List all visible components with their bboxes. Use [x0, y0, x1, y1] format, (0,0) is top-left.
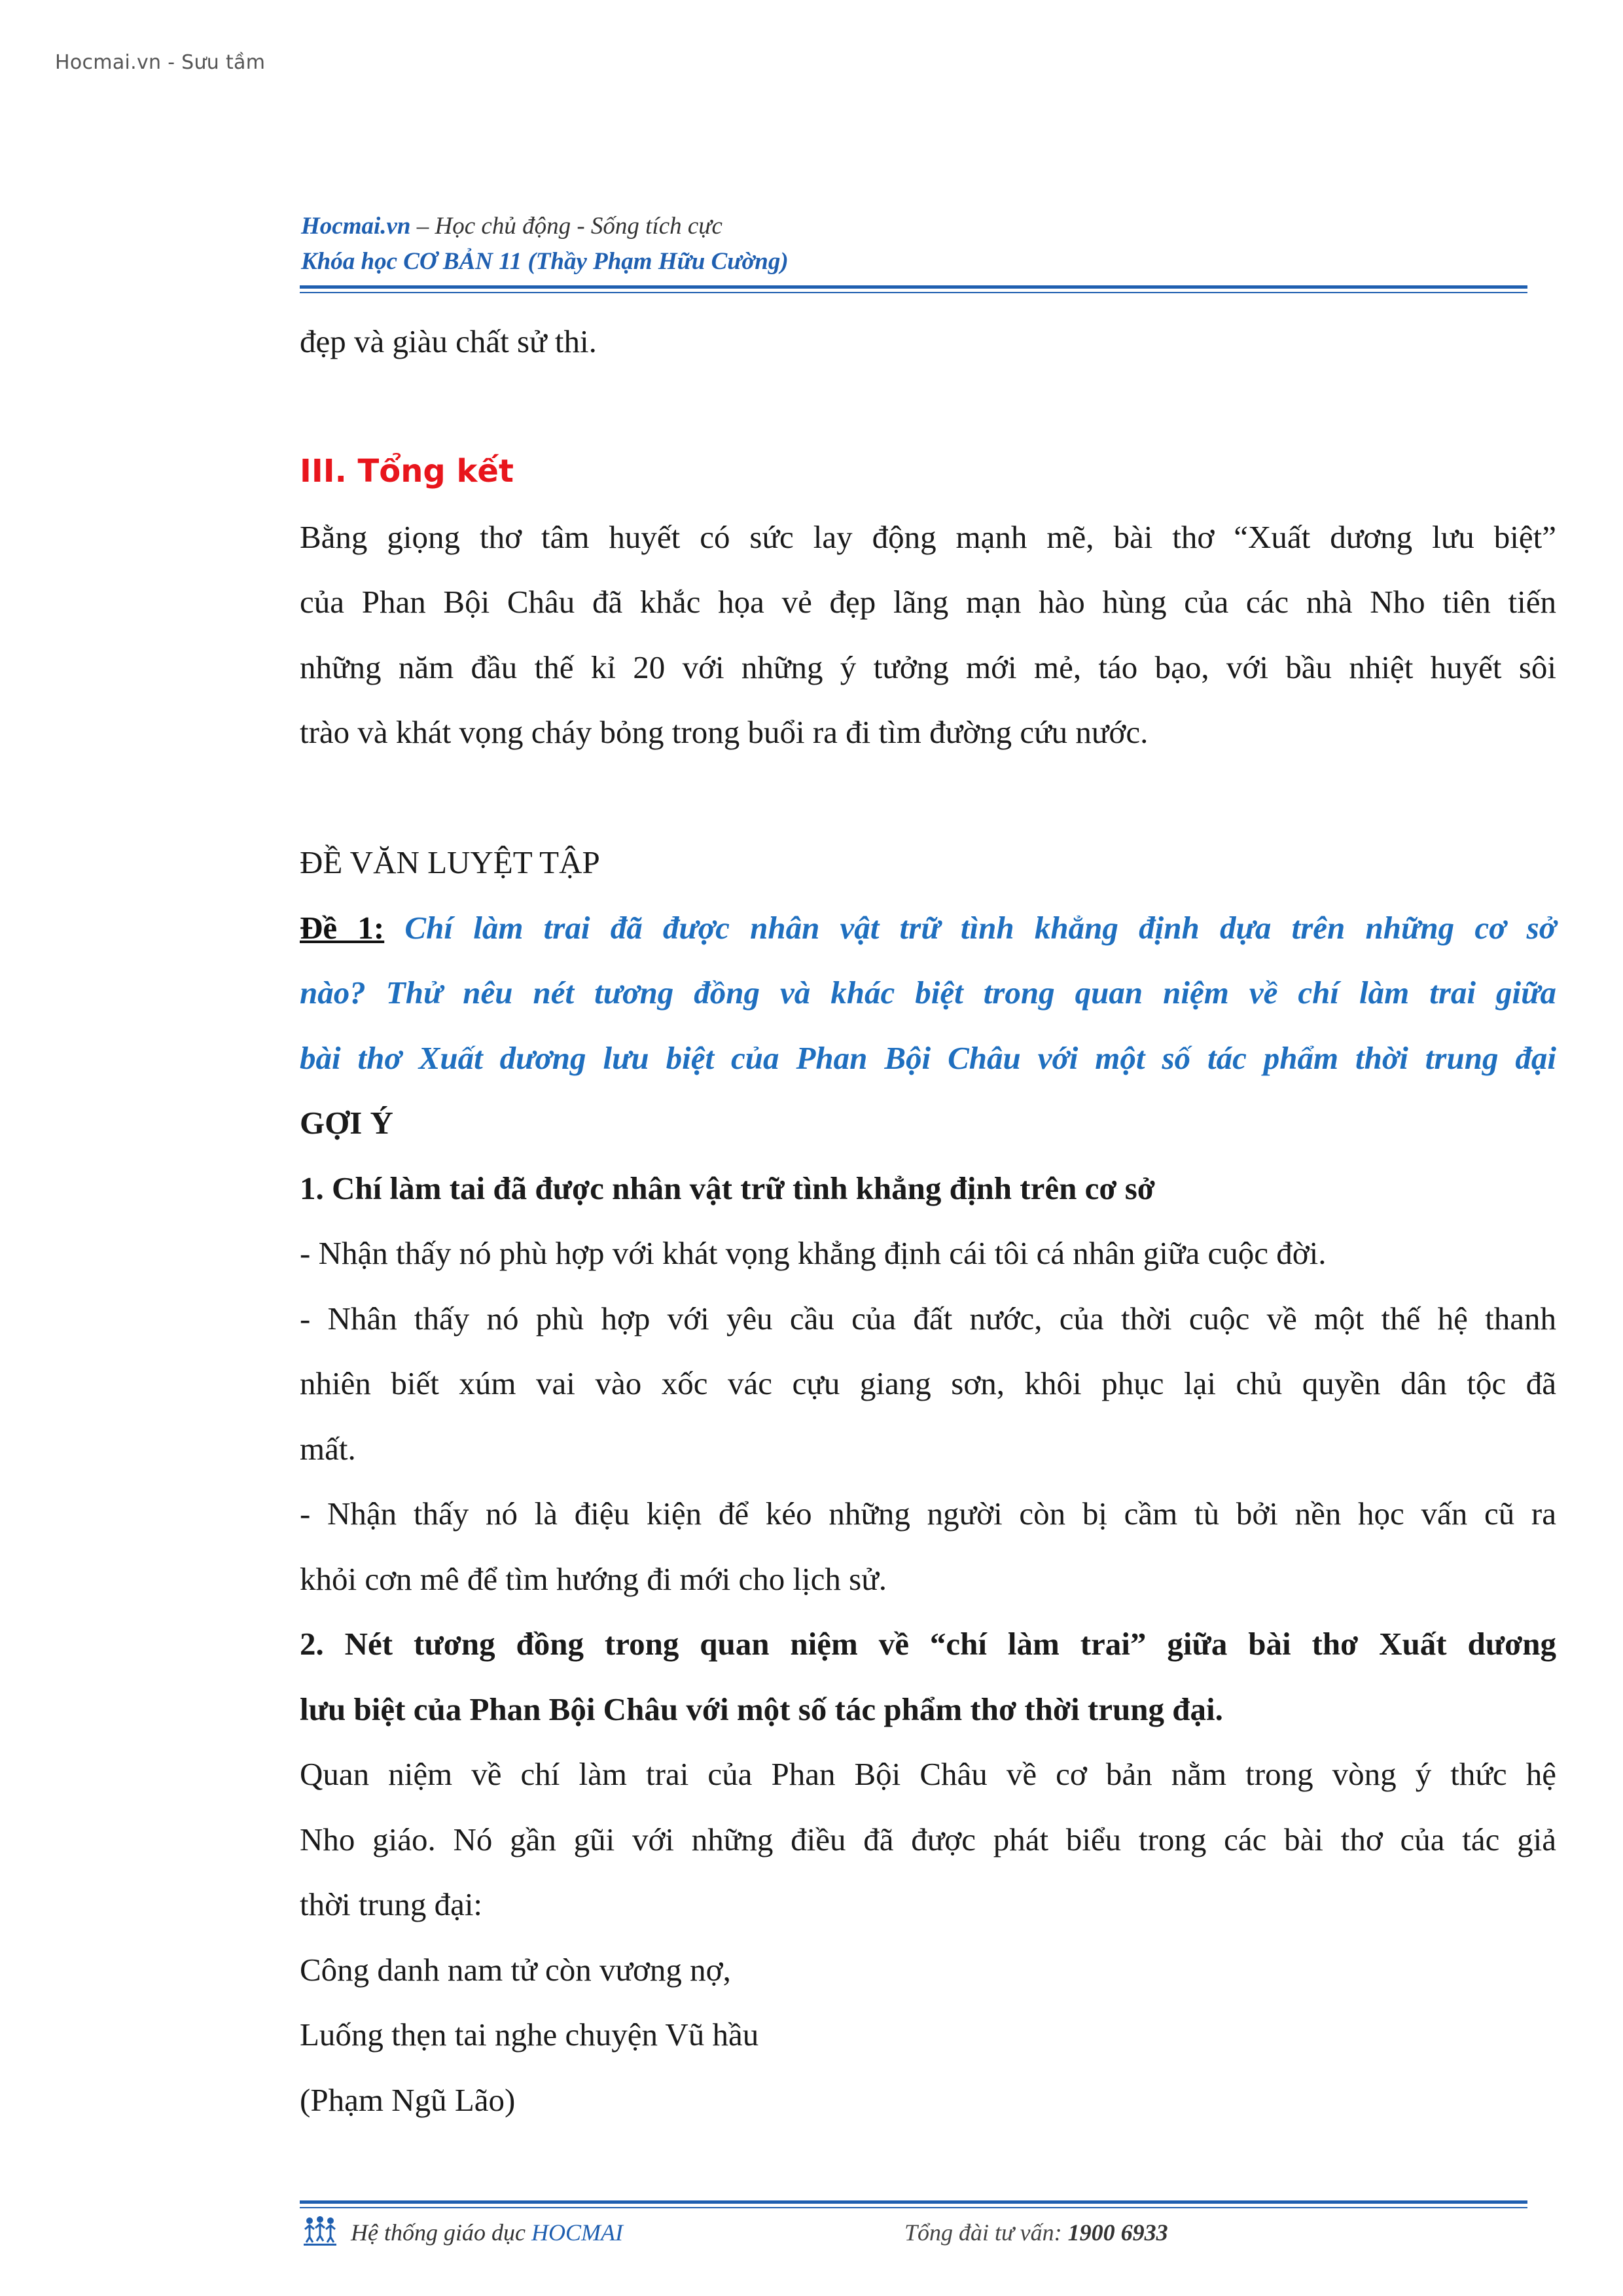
goi-y-heading: GỢI Ý: [300, 1105, 393, 1141]
point1-line-1: - Nhận thấy nó phù hợp với khát vọng khẳng định cái tôi cá nhân giữa cuộc đời.: [300, 1235, 1327, 1271]
footer-right: [904, 2219, 1168, 2246]
summary-line-2: của Phan Bội Châu đã khắc họa vẻ đẹp lãng mạn hào hùng của các nhà Nho tiên tiến: [300, 584, 1556, 620]
point1-line-5: - Nhận thấy nó là điệu kiện để kéo những người còn bị cầm tù bởi nền học vấn cũ ra: [300, 1496, 1556, 1532]
point2-line-3: thời trung đại:: [300, 1886, 483, 1922]
point1-title: 1. Chí làm tai đã được nhân vật trữ tình khẳng định trên cơ sở: [300, 1170, 1155, 1206]
summary-line-3: những năm đầu thế kỉ 20 với những ý tưởng mới mẻ, táo bạo, với bầu nhiệt huyết sôi: [300, 649, 1556, 685]
footer-rule-thin: [300, 2207, 1527, 2208]
de-line-2: nào? Thử nêu nét tương đồng và khác biệt trong quan niệm về chí làm trai giữa: [300, 975, 1556, 1011]
footer-org: HOCMAI: [531, 2219, 623, 2246]
footer-left-text: Hệ thống giáo dục: [351, 2219, 531, 2246]
point1-line-4: mất.: [300, 1430, 356, 1467]
header-rule-thin: [300, 292, 1527, 293]
header-rule-thick: [300, 285, 1527, 289]
section-title: III. Tổng kết: [300, 453, 514, 490]
header-brand[interactable]: Hocmai.vn: [301, 213, 411, 240]
point1-line-6: khỏi cơn mê để tìm hướng đi mới cho lịch sử.: [300, 1560, 887, 1597]
poem-line-1: Công danh nam tử còn vương nợ,: [300, 1951, 731, 1988]
de-label: Đề 1:: [300, 909, 385, 946]
point1-line-3: nhiên biết xúm vai vào xốc vác cựu giang sơn, khôi phục lại chủ quyền dân tộc đã: [300, 1365, 1556, 1401]
poem-author: (Phạm Ngũ Lão): [300, 2081, 516, 2118]
footer-right-text: Tổng đài tư vấn:: [904, 2219, 1068, 2246]
watermark: Hocmai.vn - Sưu tầm: [55, 51, 266, 74]
exercise-heading: ĐỀ VĂN LUYỆT TẬP: [300, 844, 600, 880]
de-line-1: [300, 895, 1556, 961]
header-course: Khóa học CƠ BẢN 11 (Thầy Phạm Hữu Cường): [301, 248, 789, 275]
point2-title-1: 2. Nét tương đồng trong quan niệm về “chí làm trai” giữa bài thơ Xuất dương: [300, 1626, 1556, 1662]
document-body: [300, 309, 1556, 2132]
point2-line-1: Quan niệm về chí làm trai của Phan Bội Châu về cơ bản nằm trong vòng ý thức hệ: [300, 1756, 1556, 1792]
summary-line-1: Bằng giọng thơ tâm huyết có sức lay động mạnh mẽ, bài thơ “Xuất dương lưu biệt”: [300, 518, 1556, 555]
footer-hotline[interactable]: 1900 6933: [1067, 2219, 1168, 2246]
poem-line-2: Luống thẹn tai nghe chuyện Vũ hầu: [300, 2017, 759, 2053]
header-slogan-line: [301, 212, 722, 240]
header-slogan: – Học chủ động - Sống tích cực: [410, 213, 722, 240]
point2-line-2: Nho giáo. Nó gần gũi với những điều đã được phát biểu trong các bài thơ của tác giả: [300, 1821, 1556, 1857]
point2-title-2: lưu biệt của Phan Bội Châu với một số tác phẩm thơ thời trung đại.: [300, 1691, 1223, 1727]
point1-line-2: - Nhân thấy nó phù hợp với yêu cầu của đất nước, của thời cuộc về một thế hệ thanh: [300, 1300, 1556, 1336]
de-line-3: bài thơ Xuất dương lưu biệt của Phan Bội Châu với một số tác phẩm thời trung đại: [300, 1039, 1556, 1076]
footer-left: [351, 2219, 623, 2246]
footer-rule-thick: [300, 2200, 1527, 2204]
de-text-1: Chí làm trai đã được nhân vật trữ tình khẳng định dựa trên những cơ sở: [384, 909, 1556, 946]
hocmai-logo-icon: [302, 2216, 338, 2246]
intro-line: đẹp và giàu chất sử thi.: [300, 323, 597, 359]
summary-line-4: trào và khát vọng cháy bỏng trong buổi ra đi tìm đường cứu nước.: [300, 714, 1149, 750]
